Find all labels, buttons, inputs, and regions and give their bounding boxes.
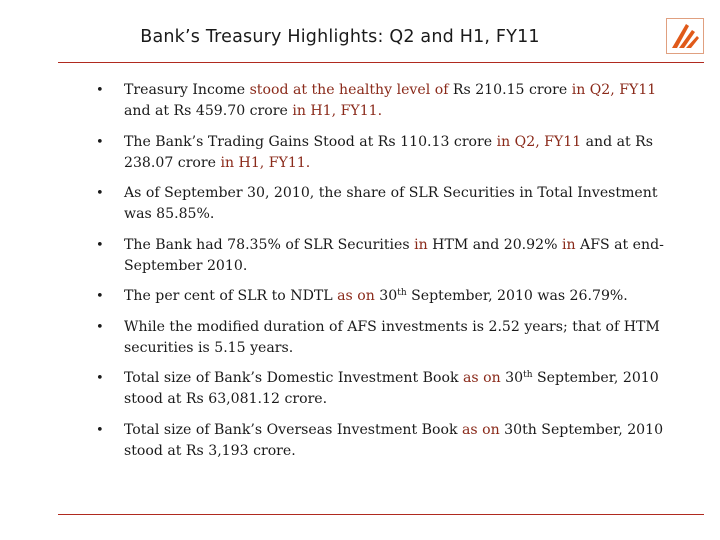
list-item: • The per cent of SLR to NDTL as on 30th September, 2010 was 26.79%. xyxy=(88,286,668,307)
list-item: • As of September 30, 2010, the share of SLR Securities in Total Investment was 85.85%. xyxy=(96,185,658,222)
bank-of-baroda-logo-icon xyxy=(666,18,704,54)
list-item: • Total size of Bank’s Domestic Investment Book as on 30th September, 2010 stood at Rs 63,081.12 crore. xyxy=(96,370,659,407)
header-divider xyxy=(58,62,704,63)
bullet-icon: • xyxy=(96,319,104,335)
bullet-icon: • xyxy=(96,134,104,150)
bullet-icon: • xyxy=(96,289,104,304)
bullet-icon: • xyxy=(96,371,104,386)
list-item: • While the modified duration of AFS investments is 2.52 years; that of HTM securities is 5.15 years. xyxy=(96,318,660,356)
page-title: Bank’s Treasury Highlights: Q2 and H1, FY11 xyxy=(140,27,540,47)
footer-divider xyxy=(58,514,704,515)
list-item: • Total size of Bank’s Overseas Investment Book as on 30th September, 2010 stood at Rs 3,193 crore. xyxy=(96,421,664,459)
list-item: • The Bank’s Trading Gains Stood at Rs 110.13 crore in Q2, FY11 and at Rs 238.07 crore in H1, FY11. xyxy=(96,133,654,171)
bullet-icon: • xyxy=(96,422,104,438)
list-item: • Treasury Income stood at the healthy level of Rs 210.15 crore in Q2, FY11 and at Rs 459.70 crore in H1, FY11. xyxy=(96,82,657,119)
bullet-icon: • xyxy=(96,83,104,98)
highlights-list xyxy=(88,80,668,471)
list-item: • The Bank had 78.35% of SLR Securities in HTM and 20.92% in AFS at end-September 2010. xyxy=(96,236,664,274)
bullet-icon: • xyxy=(96,237,104,253)
bullet-icon: • xyxy=(96,186,104,201)
